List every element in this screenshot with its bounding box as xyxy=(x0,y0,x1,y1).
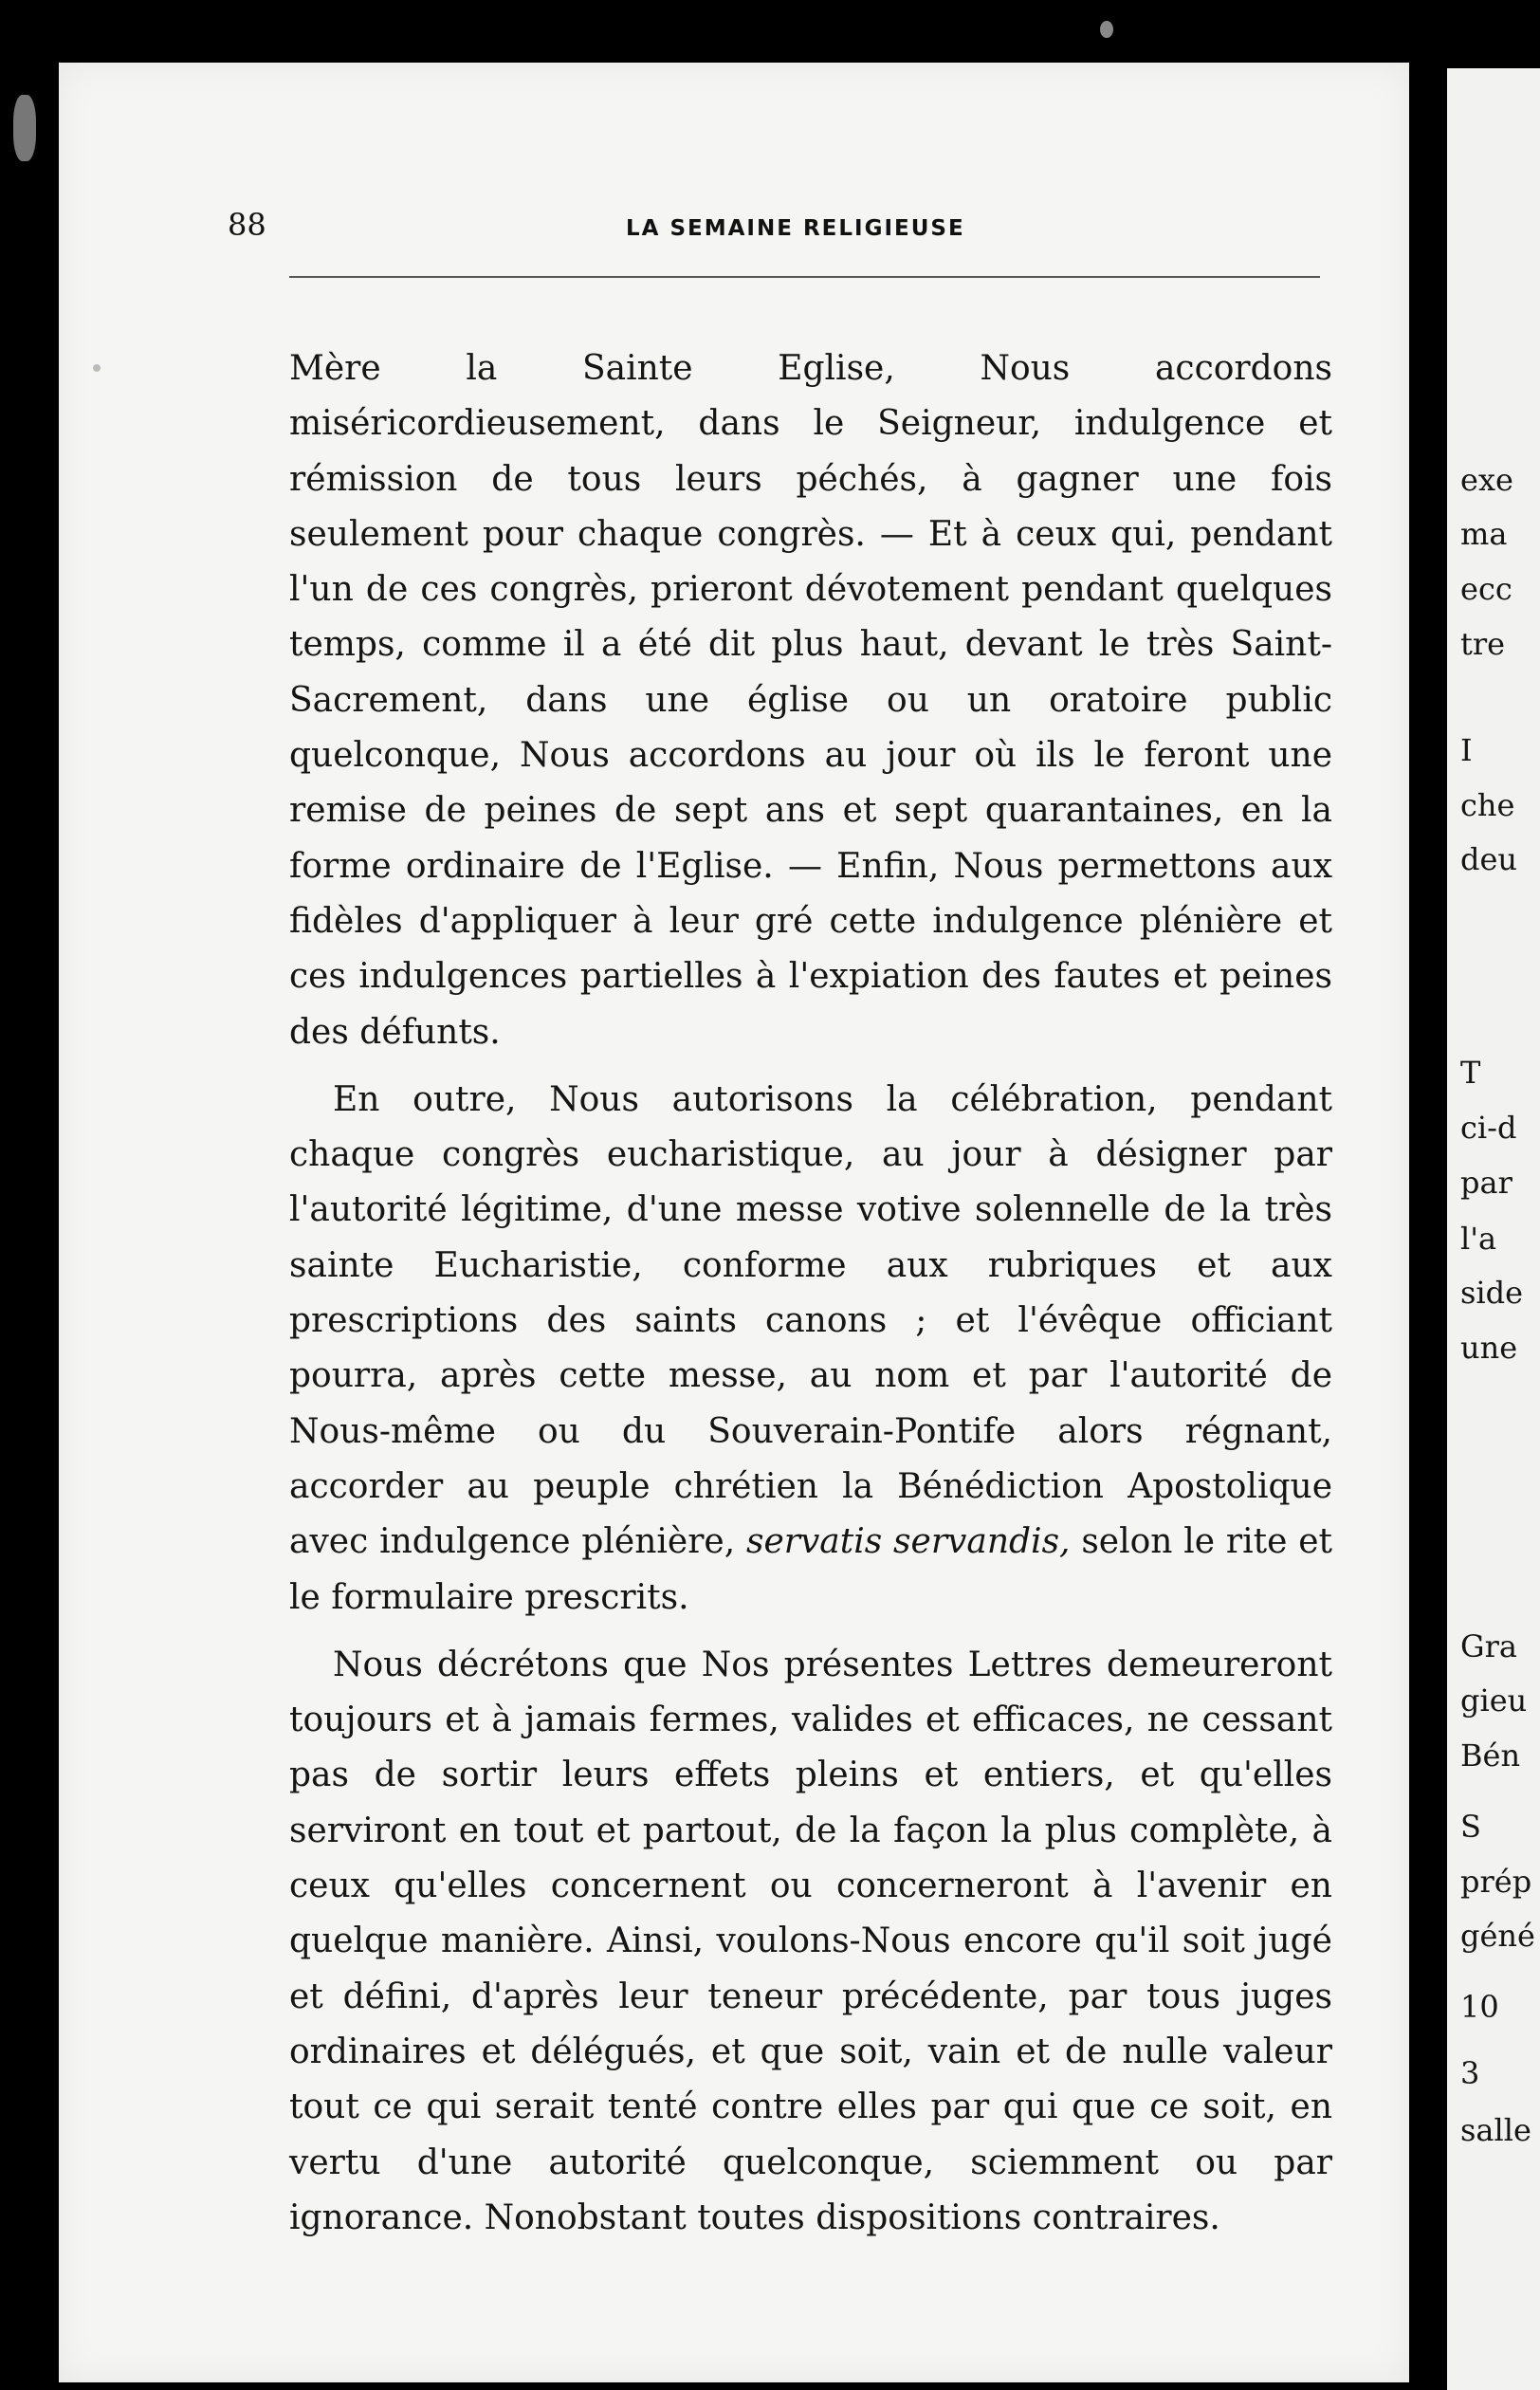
facing-line: 3 xyxy=(1460,2055,1480,2091)
facing-line: che xyxy=(1460,787,1515,823)
page-header xyxy=(228,207,1328,245)
facing-page-edge xyxy=(1447,68,1540,2390)
paragraph-1: Mère la Sainte Eglise, Nous accordons miséricordieusement, dans le Seigneur, indulgence et rémission de tous leurs péchés, à gagner une fois seulement pour chaque congrès. — Et à ceux qui, pendant l'un de ces congrès, prieront dévotement pendant quelques temps, comme il a été dit plus haut, devant le très Saint-Sacrement, dans une église ou un oratoire public quelconque, Nous accordons au jour où ils le feront une remise de peines de sept ans et sept quarantaines, en la forme ordinaire de l'Eglise. — Enfin, Nous permettons aux fidèles d'appliquer à leur gré cette indulgence plénière et ces indulgences partielles à l'expiation des fautes et peines des défunts. xyxy=(289,349,1332,1052)
body-text xyxy=(289,341,1332,2258)
facing-line: l'a xyxy=(1460,1221,1497,1257)
paragraph-2-end: selon le rite et le formulaire prescrits. xyxy=(289,1522,1332,1617)
facing-line: S xyxy=(1460,1809,1481,1845)
latin-phrase: servatis servandis, xyxy=(745,1522,1071,1562)
facing-line: gieu xyxy=(1460,1682,1528,1719)
facing-line: 10 xyxy=(1460,1989,1499,2025)
facing-line: tre xyxy=(1460,626,1506,662)
facing-line: Bén xyxy=(1460,1737,1521,1774)
facing-line: par xyxy=(1460,1165,1512,1201)
facing-line: ecc xyxy=(1460,571,1512,607)
scan-speck xyxy=(93,364,101,372)
paragraph-2 xyxy=(289,1073,1332,1626)
running-head: LA SEMAINE RELIGIEUSE xyxy=(626,216,965,241)
paragraph-3: Nous décrétons que Nos présentes Lettres demeureront toujours et à jamais fermes, valides et efficaces, ne cessant pas de sortir leurs effets pleins et entiers, et qu'elles serviront en tout et partout, de la façon la plus complète, à ceux qu'elles concernent ou concerneront à l'avenir en quelque manière. Ainsi, voulons-Nous encore qu'il soit jugé et défini, d'après leur teneur précédente, par tous juges ordinaires et délégués, et que soit, vain et de nulle valeur tout ce qui serait tenté contre elles par qui que ce soit, en vertu d'une autorité quelconque, sciemment ou par ignorance. Nonobstant toutes dispositions contraires. xyxy=(289,1645,1332,2237)
scan-speck xyxy=(1100,21,1113,38)
facing-line: I xyxy=(1460,732,1473,768)
facing-line: une xyxy=(1460,1330,1518,1366)
facing-line: exe xyxy=(1460,462,1513,498)
facing-line: Gra xyxy=(1460,1628,1517,1664)
header-rule xyxy=(289,276,1320,278)
facing-line: salle xyxy=(1460,2112,1531,2148)
facing-line: ci-d xyxy=(1460,1110,1517,1146)
page-number: 88 xyxy=(228,207,266,243)
facing-line: ma xyxy=(1460,516,1508,552)
facing-line: deu xyxy=(1460,841,1518,877)
scan-speck xyxy=(13,95,36,161)
paragraph-2-text: En outre, Nous autorisons la célébration, pendant chaque congrès eucharistique, au jour à désigner par l'autorité légitime, d'une messe votive solennelle de la très sainte Eucharistie, conforme aux rubriques et aux prescriptions des saints canons ; et l'évêque officiant pourra, après cette messe, au nom et par l'autorité de Nous-même ou du Souverain-Pontife alors régnant, accorder au peuple chrétien la Bénédiction Apostolique avec indulgence plénière, xyxy=(289,1079,1332,1562)
facing-line: géné xyxy=(1460,1918,1535,1954)
facing-line: T xyxy=(1460,1055,1481,1091)
facing-line: prép xyxy=(1460,1864,1532,1900)
facing-line: side xyxy=(1460,1275,1524,1311)
